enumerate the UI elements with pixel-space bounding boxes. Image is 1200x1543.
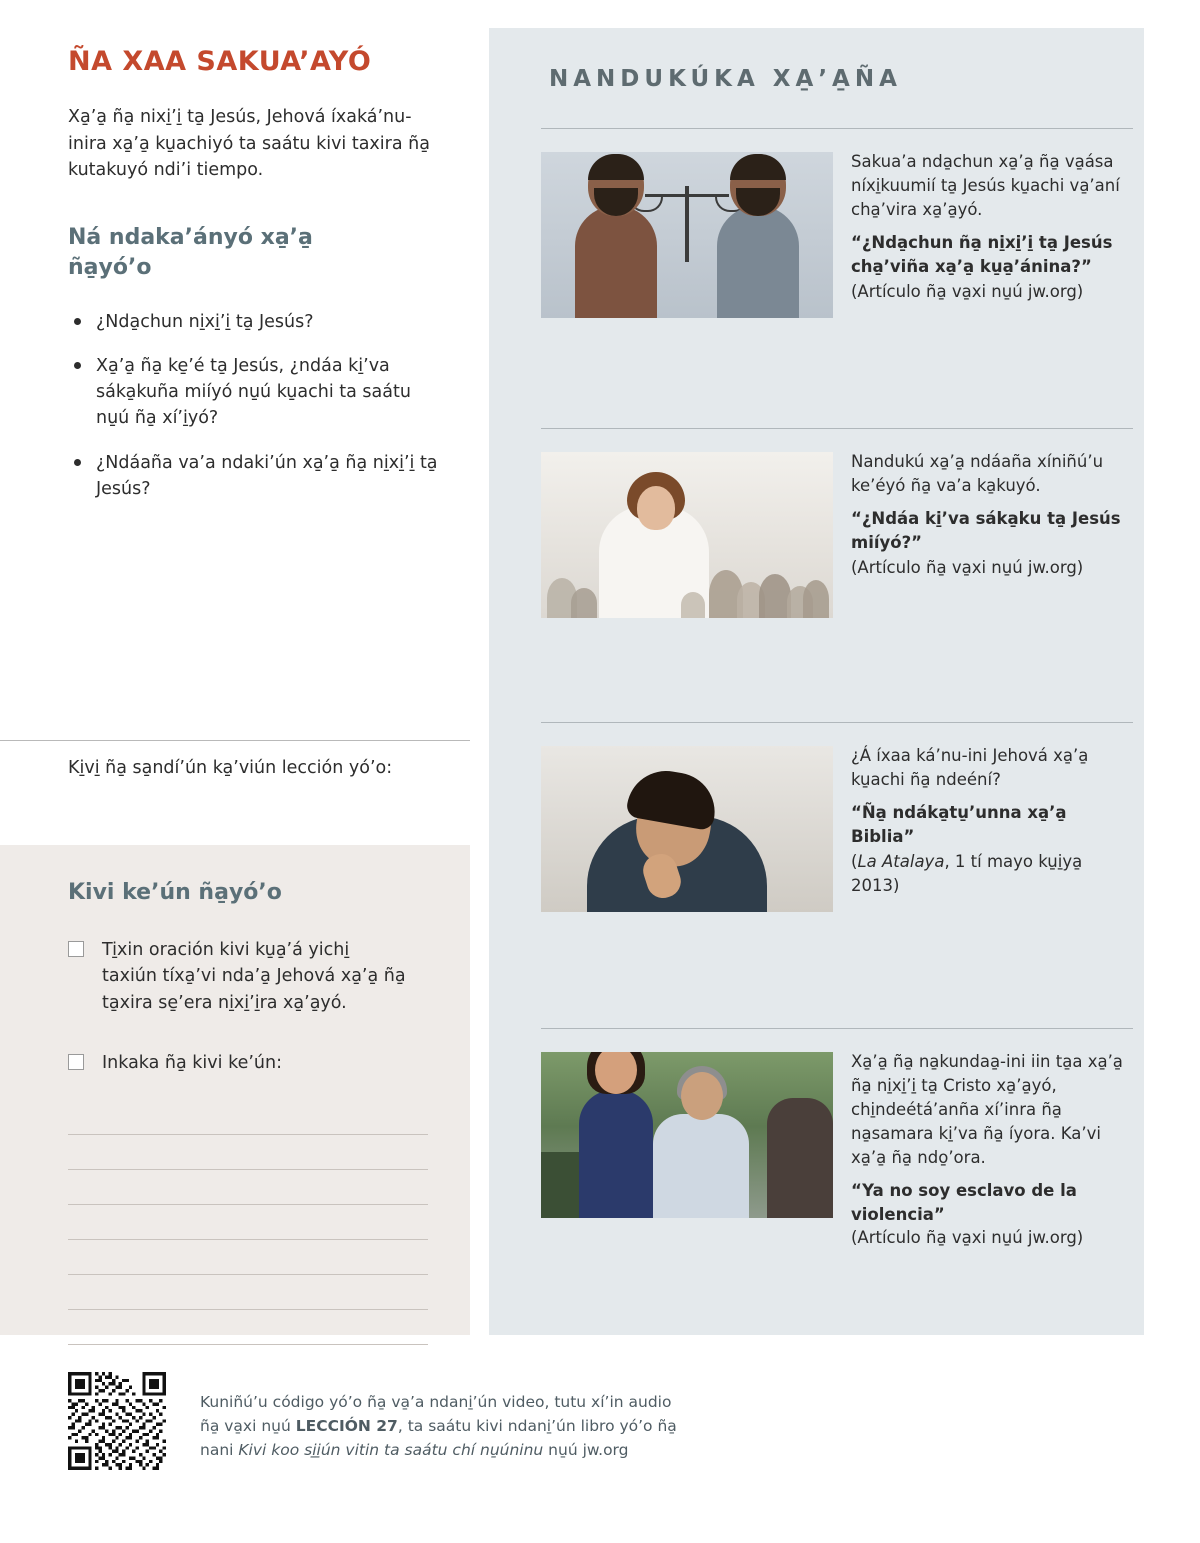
entry-text: Nandukú xa̱’a̱ ndáaña xíniñú’u ke’éyó ña̱ va’a ka̱kuyó. <box>851 452 1104 495</box>
entry-text: Sakua’a nda̱chun xa̱’a̱ ña̱ va̱ása níxi̱kuumií ta̱ Jesús ku̱achi va̱’aní cha̱’vira xa̱’a̱yó. <box>851 152 1120 219</box>
apply-item-label: Inkaka ña̱ kivi ke’ún: <box>102 1053 282 1073</box>
entry-body <box>851 150 1133 304</box>
footer-lesson-ref: LECCIÓN 27 <box>295 1417 398 1436</box>
entry-divider <box>541 428 1133 429</box>
entry-source-publication: La Atalaya <box>857 851 945 871</box>
entry-body <box>851 744 1133 898</box>
jesus-with-crowd-photo <box>541 452 833 618</box>
question-list <box>0 309 446 503</box>
entry-source: (Artículo ña̱ va̱xi nu̱ú jw.org) <box>851 1228 1084 1248</box>
apply-section <box>0 845 470 1335</box>
two-men-scales-photo <box>541 152 833 318</box>
apply-checkbox-item[interactable] <box>68 1050 408 1076</box>
lesson-column <box>0 28 470 520</box>
checkbox[interactable] <box>68 941 84 957</box>
list-item: ¿Nda̱chun ni̱xi̱’i̱ ta̱ Jesús? <box>96 309 446 335</box>
write-line[interactable] <box>68 1205 428 1240</box>
entry-text: ¿Á íxaa ká’nu-ini Jehová xa̱’a̱ ku̱achi ña̱ ndeéní? <box>851 746 1089 789</box>
footer-line-3-a: nani <box>200 1441 239 1460</box>
entry-source: (Artículo ña̱ va̱xi nu̱ú jw.org) <box>851 557 1084 577</box>
entry-body <box>851 450 1133 580</box>
qr-code[interactable] <box>68 1372 166 1470</box>
apply-heading: Kivi ke’ún ña̱yó’o <box>68 880 282 905</box>
write-in-lines[interactable] <box>68 1100 428 1345</box>
panel-title: NANDUKÚKA XA̱’A̱ÑA <box>549 66 902 92</box>
couple-at-meeting-photo <box>541 1052 833 1218</box>
entry-source: (Artículo ña̱ va̱xi nu̱ú jw.org) <box>851 281 1084 301</box>
footer-line-2-a: ña̱ va̱xi nu̱ú <box>200 1417 296 1436</box>
entry-title: “¿Nda̱chun ña̱ ni̱xi̱’i̱ ta̱ Jesús cha̱’viña xa̱’a̱ ku̱a̱’ánina?” <box>851 232 1113 276</box>
write-line[interactable] <box>68 1170 428 1205</box>
footer-text <box>200 1390 900 1462</box>
research-panel <box>489 28 1144 1335</box>
entry-source: (La Atalaya, 1 tí mayo ku̱i̱ya̱ 2013) <box>851 851 1083 895</box>
entry-body <box>851 1050 1133 1250</box>
write-line[interactable] <box>68 1310 428 1345</box>
entry-title: “Ña̱ ndáka̱tu̱’unna xa̱’a̱ Biblia” <box>851 802 1067 846</box>
checkbox[interactable] <box>68 1054 84 1070</box>
footer-book-title: Kivi koo si̱i̱ún vitin ta saátu chí nu̱úninu <box>238 1441 544 1460</box>
completion-date-label: Ki̱vi̱ ña̱ sa̱ndí’ún ka̱’viún lección yó’o: <box>68 758 393 778</box>
write-line[interactable] <box>68 1240 428 1275</box>
footer-line-3-c: nu̱ú jw.org <box>543 1441 629 1460</box>
list-item: ¿Ndáaña va’a ndaki’ún xa̱’a̱ ña̱ ni̱xi̱’i̱ ta̱ Jesús? <box>96 450 446 503</box>
entry-source-date: , 1 tí mayo ku̱i̱ya̱ 2013) <box>851 851 1083 895</box>
footer-line-2-c: , ta saátu kivi ndani̱’ún libro yó’o ña̱ <box>397 1417 677 1436</box>
entry-title: “¿Ndáa ki̱’va sáka̱ku ta̱ Jesús miíyó?” <box>851 508 1121 552</box>
write-line[interactable] <box>68 1275 428 1310</box>
write-line[interactable] <box>68 1100 428 1135</box>
entry-divider <box>541 128 1133 129</box>
section-subheading: Ná ndaka’ányó xa̱’a̱ ña̱yó’o <box>68 225 313 280</box>
apply-item-label: Ti̱xin oración kivi ku̱a̱’á yichi̱ taxiún tíxa̱’vi nda’a̱ Jehová xa̱’a̱ ña̱ ta̱xira se̱’era ni̱xi̱’i̱ra xa̱’a̱yó. <box>102 940 406 1013</box>
entry-divider <box>541 722 1133 723</box>
entry-title: “Ya no soy esclavo de la violencia” <box>851 1180 1077 1224</box>
entry-divider <box>541 1028 1133 1029</box>
apply-checkbox-item[interactable] <box>68 937 408 1016</box>
list-item: Xa̱’a̱ ña̱ ke̱’é ta̱ Jesús, ¿ndáa ki̱’va sáka̱kuña miíyó nu̱ú ku̱achi ta saátu nu̱ú ña̱ xí’i̱yó? <box>96 353 446 432</box>
section-divider <box>0 740 470 741</box>
write-line[interactable] <box>68 1135 428 1170</box>
entry-text: Xa̱’a̱ ña̱ na̱kundaa̱-ini iin ta̱a xa̱’a̱ ña̱ ni̱xi̱’i̱ ta̱ Cristo xa̱’a̱yó, chi̱ndeétá’anña xí’inra ña̱ na̱samara ki̱’va ña̱ íyora. Ka’vi xa̱’a̱ ña̱ ndo̱’ora. <box>851 1052 1123 1167</box>
intro-paragraph: Xa̱’a̱ ña̱ nixi̱’i̱ ta̱ Jesús, Jehová íxaká’nu-inira xa̱’a̱ ku̱achiyó ta saátu kivi taxira ña̱ kutakuyó ndi’i tiempo. <box>68 107 430 180</box>
footer-line-1: Kuniñú’u código yó’o ña̱ va̱’a ndani̱’ún video, tutu xí’in audio <box>200 1393 672 1411</box>
man-praying-photo <box>541 746 833 912</box>
page-title: ÑA XAA SAKUA’AYÓ <box>68 46 372 77</box>
